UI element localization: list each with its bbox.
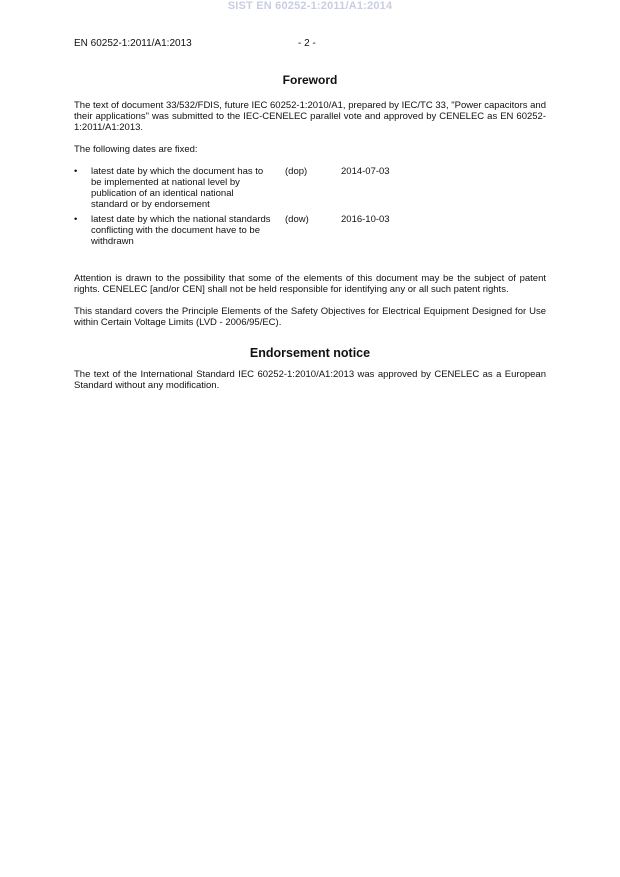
date-abbreviation: (dow) <box>285 214 309 225</box>
endorsement-paragraph: The text of the International Standard IEC 60252-1:2010/A1:2013 was approved by CENELEC as a European Standard without any modification. <box>74 369 546 391</box>
page-content <box>74 73 546 391</box>
date-value: 2014-07-03 <box>341 166 390 177</box>
dates-intro: The following dates are fixed: <box>74 144 198 155</box>
page-number: - 2 - <box>298 38 316 49</box>
document-id: EN 60252-1:2011/A1:2013 <box>74 38 192 49</box>
endorsement-heading: Endorsement notice <box>249 346 371 360</box>
bullet-marker: • <box>74 166 78 177</box>
date-description: latest date by which the document has to be implemented at national level by publication of an identical national standard or by endorsement <box>91 166 264 210</box>
date-row-dop <box>74 166 546 210</box>
directive-paragraph: This standard covers the Principle Elements of the Safety Objectives for Electrical Equipment Designed for Use within Certain Voltage Limits (LVD - 2006/95/EC). <box>74 306 546 328</box>
patent-paragraph: Attention is drawn to the possibility that some of the elements of this document may be the subject of patent rights. CENELEC [and/or CEN] shall not be held responsible for identifying any or all such patent rights. <box>74 273 546 295</box>
bullet-marker: • <box>74 214 78 225</box>
date-abbreviation: (dop) <box>285 166 308 177</box>
date-row-dow <box>74 214 546 247</box>
date-value: 2016-10-03 <box>341 214 390 225</box>
date-description: latest date by which the national standards conflicting with the document have to be withdrawn <box>91 214 271 247</box>
dates-list <box>74 166 546 247</box>
foreword-heading: Foreword <box>282 73 338 87</box>
foreword-paragraph: The text of document 33/532/FDIS, future IEC 60252-1:2010/A1, prepared by IEC/TC 33, "Power capacitors and their applications" was submitted to the IEC-CENELEC parallel vote and approved by CENELEC as EN 60252-1:2011/A1:2013. <box>74 100 546 133</box>
watermark-title: SIST EN 60252-1:2011/A1:2014 <box>227 0 393 12</box>
